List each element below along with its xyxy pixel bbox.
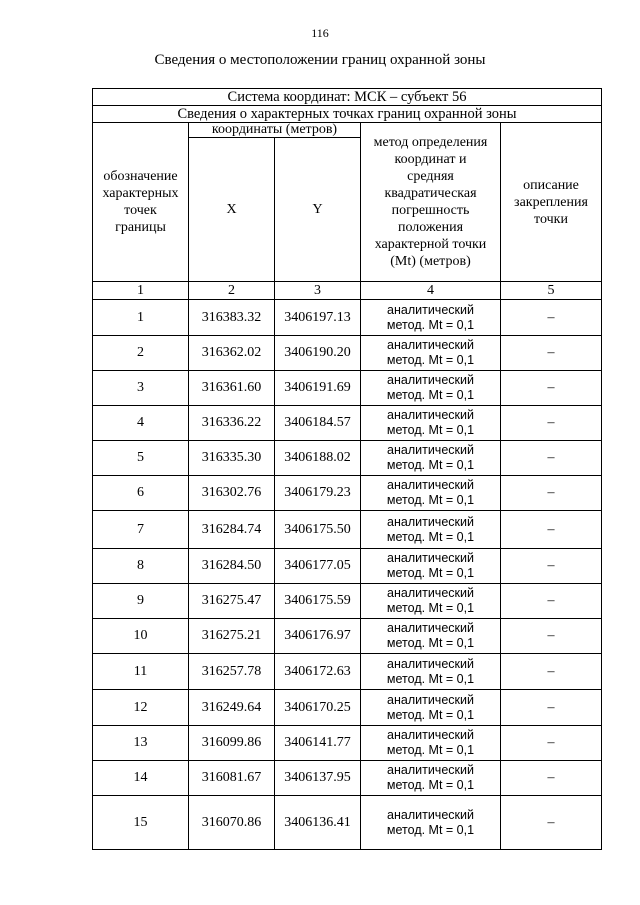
method-text: аналитический (387, 763, 474, 777)
description-cell: – (501, 796, 602, 850)
method-cell (361, 584, 501, 619)
method-text: метод. Mt = 0,1 (386, 636, 475, 650)
x-coordinate-cell: 316275.47 (189, 584, 275, 619)
method-cell (361, 690, 501, 726)
x-coordinate-cell: 316275.21 (189, 619, 275, 654)
y-coordinate-cell: 3406175.59 (275, 584, 361, 619)
coordinate-system-label: Система координат: МСК – субъект 56 (93, 89, 602, 106)
method-text: метод. Mt = 0,1 (386, 529, 475, 544)
description-cell: – (501, 511, 602, 549)
table-row (93, 441, 602, 476)
description-cell: – (501, 584, 602, 619)
method-text: аналитический (387, 408, 474, 422)
column-number: 5 (501, 282, 602, 300)
point-cell: 10 (93, 619, 189, 654)
y-coordinate-cell: 3406190.20 (275, 336, 361, 371)
table-row (93, 336, 602, 371)
method-text: метод. Mt = 0,1 (386, 566, 475, 580)
method-text: аналитический (387, 373, 474, 387)
description-cell: – (501, 690, 602, 726)
point-cell: 14 (93, 761, 189, 796)
y-coordinate-cell: 3406175.50 (275, 511, 361, 549)
method-text: аналитический (387, 514, 474, 529)
description-cell: – (501, 300, 602, 336)
description-cell: – (501, 406, 602, 441)
method-text: аналитический (387, 338, 474, 352)
method-cell (361, 511, 501, 549)
method-text: аналитический (387, 478, 474, 492)
description-cell: – (501, 476, 602, 511)
table-row (93, 511, 602, 549)
point-cell: 9 (93, 584, 189, 619)
section-row (93, 106, 602, 123)
page-number: 116 (311, 26, 329, 40)
y-coordinate-cell: 3406170.25 (275, 690, 361, 726)
boundary-points-table (92, 88, 602, 850)
method-cell (361, 761, 501, 796)
point-cell: 7 (93, 511, 189, 549)
point-cell: 8 (93, 549, 189, 584)
table-row (93, 476, 602, 511)
method-cell (361, 654, 501, 690)
x-coordinate-cell: 316362.02 (189, 336, 275, 371)
table-row (93, 619, 602, 654)
y-coordinate-cell: 3406188.02 (275, 441, 361, 476)
description-cell: – (501, 761, 602, 796)
point-cell: 3 (93, 371, 189, 406)
method-text: аналитический (387, 807, 474, 822)
y-coordinate-cell: 3406141.77 (275, 726, 361, 761)
method-cell (361, 476, 501, 511)
point-cell: 5 (93, 441, 189, 476)
point-cell: 12 (93, 690, 189, 726)
header-coordinates: координаты (метров) (189, 123, 361, 138)
x-coordinate-cell: 316099.86 (189, 726, 275, 761)
description-cell: – (501, 441, 602, 476)
column-number-row (93, 282, 602, 300)
header-x: X (189, 138, 275, 282)
method-text: аналитический (387, 551, 474, 565)
method-text: метод. Mt = 0,1 (386, 388, 475, 402)
description-cell: – (501, 654, 602, 690)
method-text: метод. Mt = 0,1 (386, 707, 475, 722)
y-coordinate-cell: 3406191.69 (275, 371, 361, 406)
method-cell (361, 441, 501, 476)
column-number: 4 (361, 282, 501, 300)
y-coordinate-cell: 3406179.23 (275, 476, 361, 511)
method-text: метод. Mt = 0,1 (386, 601, 475, 615)
description-cell: – (501, 619, 602, 654)
point-cell: 15 (93, 796, 189, 850)
method-text: метод. Mt = 0,1 (386, 423, 475, 437)
method-text: аналитический (387, 621, 474, 635)
point-cell: 13 (93, 726, 189, 761)
header-row-top (93, 123, 602, 138)
x-coordinate-cell: 316361.60 (189, 371, 275, 406)
method-text: аналитический (387, 728, 474, 742)
method-text: метод. Mt = 0,1 (386, 822, 475, 837)
x-coordinate-cell: 316302.76 (189, 476, 275, 511)
point-cell: 4 (93, 406, 189, 441)
point-cell: 6 (93, 476, 189, 511)
description-cell: – (501, 336, 602, 371)
table-row (93, 406, 602, 441)
method-cell (361, 619, 501, 654)
x-coordinate-cell: 316284.74 (189, 511, 275, 549)
method-text: метод. Mt = 0,1 (386, 778, 475, 792)
column-number: 2 (189, 282, 275, 300)
column-number: 1 (93, 282, 189, 300)
method-text: аналитический (387, 443, 474, 457)
description-cell: – (501, 371, 602, 406)
y-coordinate-cell: 3406184.57 (275, 406, 361, 441)
method-cell (361, 336, 501, 371)
method-text: аналитический (387, 302, 474, 317)
method-cell (361, 406, 501, 441)
method-cell (361, 371, 501, 406)
section-label: Сведения о характерных точках границ охранной зоны (93, 106, 602, 123)
x-coordinate-cell: 316257.78 (189, 654, 275, 690)
point-cell: 2 (93, 336, 189, 371)
table-row (93, 726, 602, 761)
point-cell: 11 (93, 654, 189, 690)
method-text: метод. Mt = 0,1 (386, 493, 475, 507)
table-row (93, 584, 602, 619)
x-coordinate-cell: 316336.22 (189, 406, 275, 441)
y-coordinate-cell: 3406136.41 (275, 796, 361, 850)
description-cell: – (501, 549, 602, 584)
column-number: 3 (275, 282, 361, 300)
method-cell (361, 549, 501, 584)
x-coordinate-cell: 316383.32 (189, 300, 275, 336)
y-coordinate-cell: 3406137.95 (275, 761, 361, 796)
x-coordinate-cell: 316284.50 (189, 549, 275, 584)
header-method: метод определения координат и средняя квадратическая погрешность положения характерной точки (Mt) (метров) (361, 123, 501, 282)
method-text: метод. Mt = 0,1 (386, 353, 475, 367)
header-description: описание закрепления точки (501, 123, 602, 282)
table-row (93, 690, 602, 726)
method-cell (361, 300, 501, 336)
document-title: Сведения о местоположении границ охранной зоны (154, 52, 486, 68)
method-text: метод. Mt = 0,1 (386, 743, 475, 757)
method-text: метод. Mt = 0,1 (386, 317, 475, 332)
table-row (93, 761, 602, 796)
header-designation: обозначение характерных точек границы (93, 123, 189, 282)
x-coordinate-cell: 316335.30 (189, 441, 275, 476)
table-row (93, 371, 602, 406)
method-text: метод. Mt = 0,1 (386, 671, 475, 686)
method-text: метод. Mt = 0,1 (386, 458, 475, 472)
y-coordinate-cell: 3406176.97 (275, 619, 361, 654)
table-row (93, 300, 602, 336)
table-row (93, 549, 602, 584)
x-coordinate-cell: 316249.64 (189, 690, 275, 726)
table-row (93, 796, 602, 850)
method-cell (361, 796, 501, 850)
y-coordinate-cell: 3406172.63 (275, 654, 361, 690)
point-cell: 1 (93, 300, 189, 336)
coordinate-system-row (93, 89, 602, 106)
y-coordinate-cell: 3406177.05 (275, 549, 361, 584)
description-cell: – (501, 726, 602, 761)
y-coordinate-cell: 3406197.13 (275, 300, 361, 336)
method-text: аналитический (387, 656, 474, 671)
header-y: Y (275, 138, 361, 282)
table-row (93, 654, 602, 690)
method-text: аналитический (387, 586, 474, 600)
method-text: аналитический (387, 692, 474, 707)
x-coordinate-cell: 316070.86 (189, 796, 275, 850)
method-cell (361, 726, 501, 761)
x-coordinate-cell: 316081.67 (189, 761, 275, 796)
